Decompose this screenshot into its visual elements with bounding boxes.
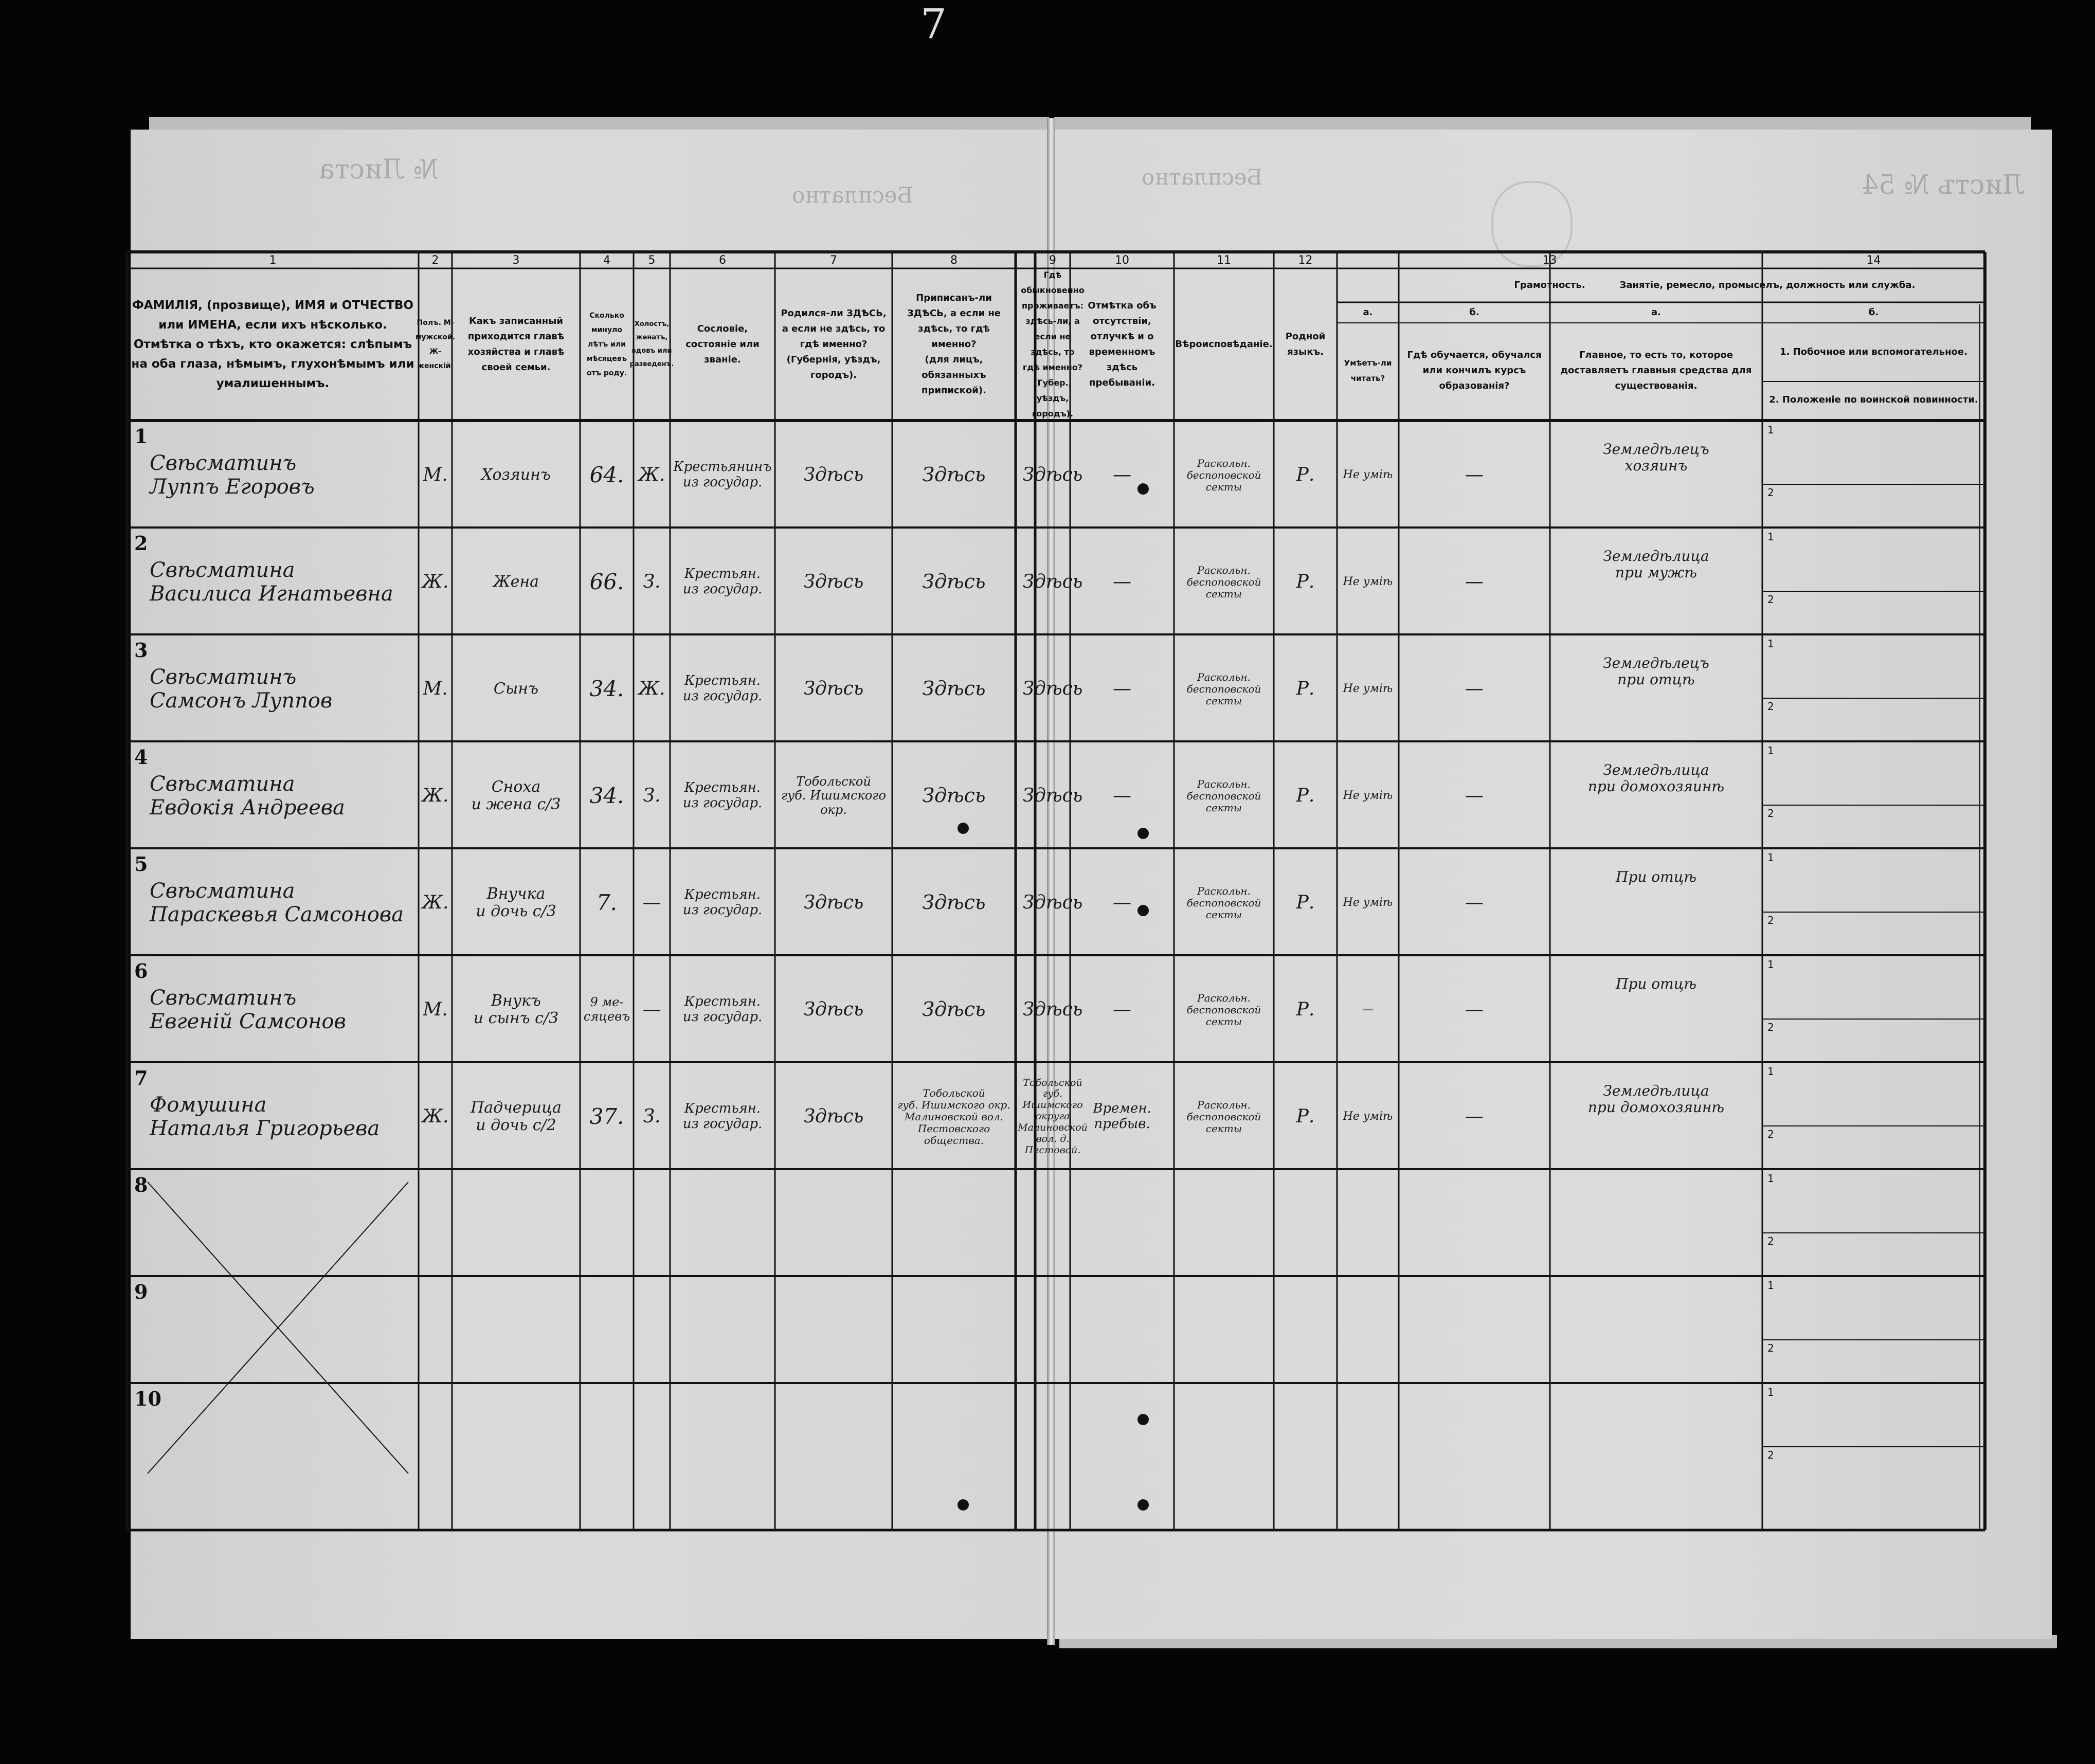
occupation-value: При отцѣ (1616, 975, 1696, 992)
can-read-value: Не уміѣ (1343, 682, 1393, 696)
birthplace-value: Здѣсь (803, 1106, 864, 1127)
estate-value: Крестьян. из государ. (682, 780, 763, 811)
column-number: 2 (431, 253, 439, 267)
column-number: 7 (830, 253, 837, 267)
header-secondary-occupation: 1. Побочное или вспомогательное. (1780, 347, 1967, 357)
sex-value: Ж. (422, 1106, 449, 1127)
education-value: — (1465, 678, 1484, 700)
header-sex: Полъ. М-мужской. Ж-женскій. (415, 319, 456, 370)
occupation-value: Земледѣлецъ хозяинъ (1603, 441, 1709, 475)
residence-value: Здѣсь (1022, 464, 1083, 486)
sub-line-1-number: 1 (1767, 638, 1774, 650)
language-value: Р. (1296, 1106, 1315, 1127)
header-occupation: Занятіе, ремесло, промыселъ, должность или служба. (1619, 280, 1916, 290)
column-number: 3 (512, 253, 520, 267)
occupation-value: Земледѣлица при домохозяинѣ (1587, 1082, 1725, 1116)
sub-line-1-number: 1 (1767, 1065, 1774, 1078)
ink-blot (1137, 483, 1149, 495)
person-name: Фомушина Наталья Григорьева (150, 1093, 380, 1140)
sub-line-2-number: 2 (1767, 1128, 1774, 1140)
registration-value: Здѣсь (922, 998, 986, 1021)
column-number: 4 (603, 253, 610, 267)
sex-value: М. (423, 464, 448, 486)
header-education: Гдѣ обучается, обучался или кончилъ курсъ образованія? (1407, 350, 1542, 391)
person-name: Свѣсматина Василиса Игнатьевна (150, 558, 393, 606)
age-value: 7. (596, 889, 618, 915)
row-number: 4 (134, 745, 148, 769)
religion-value: Раскольн. беспоповской секты (1186, 1098, 1261, 1135)
marital-value: — (642, 999, 661, 1021)
header-marital: Холостъ, женатъ, вдовъ или разведенъ. (629, 320, 674, 368)
header-main-occupation: Главное, то есть то, которое доставляетъ главныя средства для существованія. (1560, 350, 1752, 391)
registration-value: Здѣсь (922, 677, 986, 700)
language-value: Р. (1296, 678, 1315, 700)
sub-line-2-number: 2 (1767, 700, 1774, 713)
sub-line-2-number: 2 (1767, 1235, 1774, 1247)
person-name: Свѣсматина Параскевья Самсонова (150, 879, 404, 926)
column-number: 5 (648, 253, 656, 267)
estate-value: Крестьян. из государ. (682, 566, 763, 597)
occupation-value: Земледѣлица при домохозяинѣ (1587, 761, 1725, 795)
age-value: 9 ме- сяцевъ (583, 995, 630, 1024)
archive-page-number: 7 (920, 0, 947, 48)
sub-line-1-number: 1 (1767, 1386, 1774, 1398)
person-name: Свѣсматинъ Самсонъ Луппов (150, 665, 333, 713)
person-name: Свѣсматинъ Луппъ Егоровъ (150, 451, 315, 499)
row-number: 2 (134, 532, 148, 555)
sub-line-1-number: 1 (1767, 851, 1774, 864)
header-literacy-b-letter: б. (1469, 307, 1479, 318)
sex-value: Ж. (422, 785, 449, 807)
sub-line-2-number: 2 (1767, 914, 1774, 926)
person-name: Свѣсматина Евдокія Андреева (150, 772, 345, 820)
header-literacy-a-letter: а. (1363, 307, 1373, 318)
bleed-text-left: Бесплатно (792, 183, 913, 208)
header-literacy: Грамотность. (1514, 280, 1585, 290)
language-value: Р. (1296, 464, 1315, 486)
relation-value: Хозяинъ (481, 465, 551, 484)
absence-value: — (1113, 464, 1131, 486)
row-number: 5 (134, 852, 148, 876)
ink-blot (1137, 828, 1149, 839)
religion-value: Раскольн. беспоповской секты (1186, 457, 1261, 493)
sub-line-2-number: 2 (1767, 1449, 1774, 1461)
absence-value: Времен. пребыв. (1093, 1101, 1151, 1132)
residence-value: Здѣсь (1022, 999, 1083, 1021)
sub-line-1-number: 1 (1767, 1279, 1774, 1292)
header-occupation-b-letter: б. (1868, 307, 1879, 318)
row-number: 3 (134, 639, 148, 662)
birthplace-value: Здѣсь (803, 999, 864, 1021)
header-absence: Отмѣтка объ отсутствіи, отлучкѣ и о временномъ здѣсь пребываніи. (1088, 300, 1157, 388)
sex-value: Ж. (422, 892, 449, 914)
ink-blot (1137, 905, 1149, 916)
row-number: 10 (134, 1387, 161, 1410)
absence-value: — (1113, 892, 1131, 914)
header-birthplace: Родился-ли ЗДѢСЬ, а если не здѣсь, то гдѣ именно? (Губернія, уѣздъ, городъ). (781, 308, 887, 380)
age-value: 66. (589, 569, 624, 594)
bleed-stamp-left: № Листа (319, 154, 439, 185)
can-read-value: Не уміѣ (1343, 789, 1393, 803)
age-value: 64. (589, 462, 624, 487)
registration-value: Тобольской губ. Ишимского окр. Малиновской вол. Пестовского общества. (897, 1086, 1010, 1147)
absence-value: — (1113, 785, 1131, 807)
religion-value: Раскольн. беспоповской секты (1186, 991, 1261, 1028)
education-value: — (1465, 464, 1484, 486)
header-relation: Какъ записанный приходится главѣ хозяйства и главѣ своей семьи. (467, 316, 565, 373)
header-registration: Приписанъ-ли ЗДѢСЬ, а если не здѣсь, то гдѣ именно? (для лицъ, обязанныхъ припиской). (907, 293, 1001, 396)
language-value: Р. (1296, 892, 1315, 914)
header-religion: Вѣроисповѣданіе. (1175, 339, 1273, 350)
estate-value: Крестьян. из государ. (682, 994, 763, 1025)
language-value: Р. (1296, 999, 1315, 1021)
marital-value: Ж. (638, 464, 665, 486)
column-number: 12 (1298, 253, 1313, 267)
row-number: 1 (134, 425, 148, 448)
marital-value: З. (643, 571, 661, 593)
occupation-value: При отцѣ (1616, 868, 1696, 885)
sub-line-1-number: 1 (1767, 958, 1774, 971)
residence-value: Тобольской губ. Ишимского округа Малиновской вол. д. Пестовой. (1018, 1077, 1088, 1156)
column-number: 13 (1542, 253, 1557, 267)
marital-value: З. (643, 1106, 661, 1127)
estate-value: Крестьянинъ из государ. (673, 459, 772, 490)
birthplace-value: Здѣсь (803, 571, 864, 593)
column-number: 11 (1217, 253, 1231, 267)
education-value: — (1465, 892, 1484, 914)
can-read-value: Не уміѣ (1343, 1110, 1393, 1123)
occupation-value: Земледѣлецъ при отцѣ (1603, 654, 1709, 688)
birthplace-value: Тобольской губ. Ишимского окр. (781, 774, 886, 817)
sub-line-2-number: 2 (1767, 1021, 1774, 1033)
birthplace-value: Здѣсь (803, 678, 864, 700)
relation-value: Падчерица и дочь с/2 (471, 1098, 562, 1134)
religion-value: Раскольн. беспоповской секты (1186, 670, 1261, 707)
birthplace-value: Здѣсь (803, 892, 864, 914)
column-number: 1 (269, 253, 277, 267)
age-value: 37. (589, 1103, 624, 1129)
column-number: 8 (950, 253, 958, 267)
residence-value: Здѣсь (1022, 678, 1083, 700)
marital-value: — (642, 892, 661, 914)
estate-value: Крестьян. из государ. (682, 1101, 763, 1132)
can-read-value: Не уміѣ (1343, 575, 1393, 589)
sex-value: Ж. (422, 571, 449, 593)
ink-blot (1137, 1499, 1149, 1511)
religion-value: Раскольн. беспоповской секты (1186, 563, 1261, 600)
relation-value: Сынъ (493, 679, 539, 698)
header-residence: Гдѣ обыкновенно проживаетъ: здѣсь-ли, если не здѣсь, то именно? (Губер., уѣздъ, городъ). (1021, 270, 1085, 419)
row-number: 9 (134, 1280, 148, 1303)
residence-value: Здѣсь (1022, 892, 1083, 914)
header-estate: Сословіе, состояніе или званіе. (685, 323, 760, 365)
bleed-sheet-number: Листъ № 54 (1862, 170, 2025, 201)
marital-value: З. (643, 785, 661, 807)
language-value: Р. (1296, 571, 1315, 593)
ink-blot (1137, 1414, 1149, 1425)
registration-value: Здѣсь (922, 463, 986, 486)
religion-value: Раскольн. беспоповской секты (1186, 777, 1261, 814)
sub-line-2-number: 2 (1767, 807, 1774, 820)
can-read-value: Не уміѣ (1343, 468, 1393, 482)
education-value: — (1465, 1106, 1484, 1127)
sex-value: М. (423, 999, 448, 1021)
sub-line-2-number: 2 (1767, 593, 1774, 606)
absence-value: — (1113, 678, 1131, 700)
row-number: 8 (134, 1173, 148, 1196)
estate-value: Крестьян. из государ. (682, 673, 763, 704)
header-name: ФАМИЛІЯ, (прозвище), ИМЯ и ОТЧЕСТВО или ИМЕНА, если ихъ нѣсколько. Отмѣтка о тѣхъ, кто окажется: слѣпымъ на оба глаза, нѣмымъ, глухонѣмымъ или умалишеннымъ. (131, 299, 414, 390)
birthplace-value: Здѣсь (803, 464, 864, 486)
occupation-value: Земледѣлица при мужѣ (1603, 548, 1709, 581)
age-value: 34. (589, 783, 624, 808)
sub-line-1-number: 1 (1767, 1172, 1774, 1185)
relation-value: Сноха и жена с/3 (471, 777, 561, 813)
education-value: — (1465, 999, 1484, 1021)
language-value: Р. (1296, 785, 1315, 807)
ink-blot (958, 1499, 969, 1511)
column-number: 6 (719, 253, 726, 267)
header-military-status: 2. Положеніе по воинской повинности. (1769, 394, 1978, 405)
sex-value: М. (423, 678, 448, 700)
sub-line-2-number: 2 (1767, 486, 1774, 499)
can-read-value: — (1362, 1003, 1374, 1016)
residence-value: Здѣсь (1022, 785, 1083, 807)
column-number: 9 (1049, 253, 1056, 267)
relation-value: Внучка и дочь с/3 (476, 884, 556, 920)
column-number: 14 (1866, 253, 1881, 267)
education-value: — (1465, 785, 1484, 807)
row-number: 6 (134, 959, 148, 983)
registration-value: Здѣсь (922, 570, 986, 593)
marital-value: Ж. (638, 678, 665, 700)
education-value: — (1465, 571, 1484, 593)
absence-value: — (1113, 571, 1131, 593)
relation-value: Жена (493, 572, 539, 591)
relation-value: Внукъ и сынъ с/3 (473, 991, 559, 1027)
header-language: Родной языкъ. (1285, 331, 1326, 357)
bleed-text-right: Бесплатно (1142, 165, 1263, 190)
header-age: Сколько минуло лѣтъ или мѣсяцевъ отъ роду. (586, 312, 627, 377)
header-occupation-a-letter: а. (1651, 307, 1661, 318)
row-number: 7 (134, 1066, 148, 1089)
registration-value: Здѣсь (922, 891, 986, 914)
age-value: 34. (589, 676, 624, 701)
person-name: Свѣсматинъ Евгеній Самсонов (150, 986, 346, 1033)
column-number: 10 (1115, 253, 1129, 267)
sub-line-1-number: 1 (1767, 531, 1774, 543)
estate-value: Крестьян. из государ. (682, 887, 763, 918)
registration-value: Здѣсь (922, 784, 986, 807)
sub-line-2-number: 2 (1767, 1342, 1774, 1354)
ink-blot (958, 823, 969, 834)
religion-value: Раскольн. беспоповской секты (1186, 884, 1261, 921)
absence-value: — (1113, 999, 1131, 1021)
residence-value: Здѣсь (1022, 571, 1083, 593)
sub-line-1-number: 1 (1767, 424, 1774, 436)
sub-line-1-number: 1 (1767, 744, 1774, 757)
can-read-value: Не уміѣ (1343, 896, 1393, 910)
header-can-read: Умѣетъ-ли читать? (1344, 358, 1392, 383)
